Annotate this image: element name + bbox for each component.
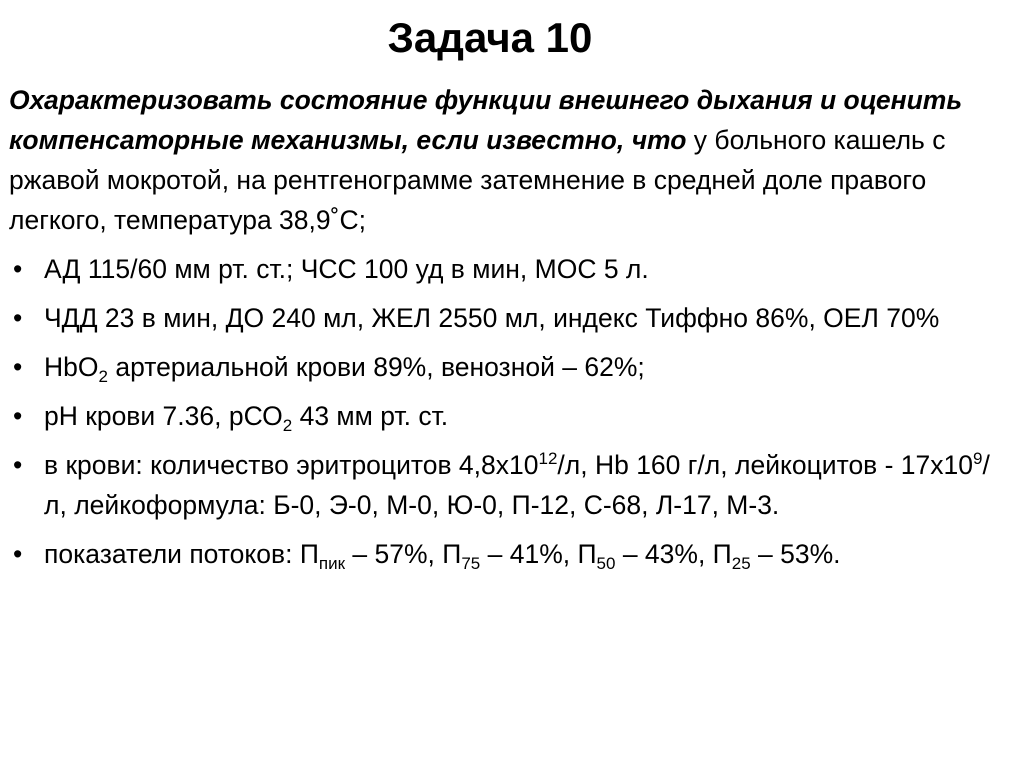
task-statement	[9, 80, 1009, 240]
list-item-oxyhemoglobin	[9, 347, 1009, 387]
list-item-text	[44, 401, 449, 435]
bullet-icon: •	[13, 450, 23, 480]
task-statement-text: у больного кашель с ржавой мокротой, на рентгенограмме затемнение в средней доле правого легкого, температура 38,9˚С;	[9, 125, 946, 235]
subscript: пик	[318, 554, 346, 573]
list-item-text	[44, 352, 645, 386]
subscript: 25	[731, 554, 751, 573]
list-item-text: АД 115/60 мм рт. ст.; ЧСС 100 уд в мин, МОС 5 л.	[44, 254, 649, 284]
list-item-text: ЧДД 23 в мин, ДО 240 мл, ЖЕЛ 2550 мл, индекс Тиффно 86%, ОЕЛ 70%	[44, 303, 940, 333]
text-part: – 57%, П	[345, 539, 462, 569]
text-part: /л, Hb 160 г/л, лейкоцитов - 17х10	[557, 450, 974, 480]
text-part: HbO	[44, 352, 99, 382]
list-item-text	[44, 539, 841, 573]
list-item-hemodynamics	[9, 249, 1009, 289]
list-item-blood-ph	[9, 396, 1009, 436]
list-item-respiration	[9, 298, 1009, 338]
slide-content	[9, 80, 1009, 574]
bullet-icon: •	[13, 539, 23, 569]
text-part: /л, лейкоформула: Б-0, Э-0, М-0, Ю-0, П-12, С-68, Л-17, М-3.	[44, 450, 990, 520]
bullet-icon: •	[13, 254, 23, 284]
text-part: показатели потоков: П	[44, 539, 319, 569]
superscript: 9	[973, 449, 983, 468]
bullet-icon: •	[13, 401, 23, 431]
subscript: 75	[461, 554, 481, 573]
text-part: рН крови 7.36, рСО	[44, 401, 283, 431]
task-statement-emphasis: Охарактеризовать состояние функции внешнего дыхания и оценить компенсаторные механизмы, если известно, что	[9, 85, 963, 155]
text-part: – 43%, П	[615, 539, 732, 569]
subscript: 2	[98, 367, 108, 386]
bullet-icon: •	[13, 303, 23, 333]
slide-title: Задача 10	[387, 14, 593, 61]
text-part: артериальной крови 89%, венозной – 62%;	[107, 352, 645, 382]
superscript: 12	[538, 449, 558, 468]
text-part: в крови: количество эритроцитов 4,8х10	[44, 450, 539, 480]
bullet-icon: •	[13, 352, 23, 382]
findings-list	[9, 249, 1009, 574]
text-part: 43 мм рт. ст.	[292, 401, 449, 431]
list-item-flow-rates	[9, 534, 1009, 574]
subscript: 2	[282, 416, 293, 435]
text-part: – 41%, П	[480, 539, 597, 569]
subscript: 50	[596, 554, 616, 573]
text-part: – 53%.	[750, 539, 841, 569]
list-item-text	[44, 450, 990, 520]
list-item-blood-count	[9, 445, 1009, 525]
